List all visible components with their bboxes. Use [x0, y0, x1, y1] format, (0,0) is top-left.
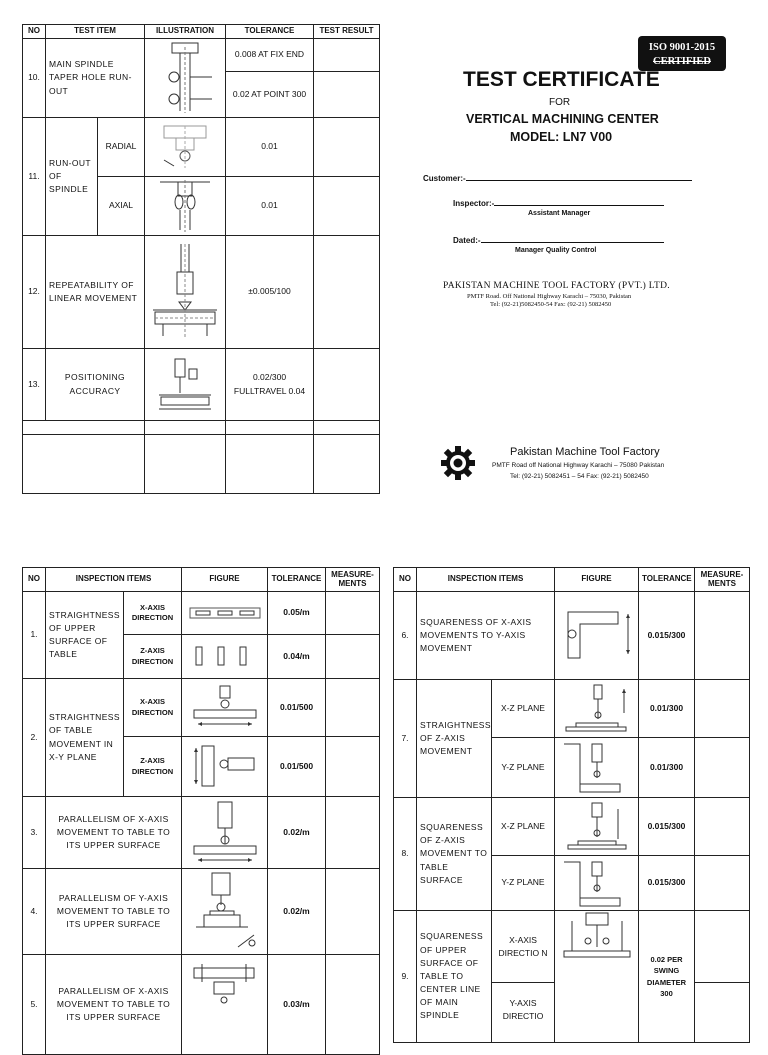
tolerance-repeatability: ±0.005/100	[226, 236, 314, 349]
test-result-cell[interactable]	[314, 349, 380, 421]
certificate-title: TEST CERTIFICATE	[463, 68, 660, 91]
inspector-label: Inspector:-	[453, 199, 495, 208]
sub-item-z-axis: Z-AXIS DIRECTION	[124, 635, 182, 679]
footer-company-name: Pakistan Machine Tool Factory	[510, 446, 660, 458]
tolerance: 0.02 PER SWING DIAMETER 300	[639, 911, 695, 1043]
machine-model: MODEL: LN7 V00	[510, 130, 613, 144]
positioning-figure	[155, 355, 215, 415]
squareness-yz-figure	[558, 858, 636, 908]
figure-parallelism-y	[182, 869, 268, 955]
figure-straightness-xz	[555, 680, 639, 738]
sub-item-z-axis: Z-AXIS DIRECTION	[124, 737, 182, 797]
tolerance-z-axis: 0.04/m	[268, 635, 326, 679]
axial-runout-figure	[150, 178, 220, 234]
header-figure: FIGURE	[555, 568, 639, 592]
parallelism-x2-figure	[188, 960, 262, 1050]
empty-cell	[314, 421, 380, 435]
inspection-item: PARALLELISM OF X-AXIS MOVEMENT TO TABLE TO ITS UPPER SURFACE	[46, 955, 182, 1055]
figure-table-xy-x	[182, 679, 268, 737]
radial-runout-figure	[150, 122, 220, 172]
company-address: PMTF Road. Off National Highway Karachi – 75030, Pakistan	[467, 293, 632, 300]
inspection-item: PARALLELISM OF Y-AXIS MOVEMENT TO TABLE TO ITS UPPER SURFACE	[46, 869, 182, 955]
sub-item-yz-plane: Y-Z PLANE	[492, 738, 555, 798]
tolerance-xz-plane: 0.015/300	[639, 798, 695, 856]
header-test-item: TEST ITEM	[46, 25, 145, 39]
inspection-item: STRAIGHTNESS OF TABLE MOVEMENT IN X-Y PLANE	[46, 679, 124, 797]
header-no: NO	[23, 25, 46, 39]
illustration-radial	[145, 118, 226, 177]
row-number: 2.	[23, 679, 46, 797]
header-no: NO	[23, 568, 46, 592]
measurement-cell[interactable]	[695, 983, 750, 1043]
dated-role: Manager Quality Control	[515, 247, 597, 254]
row-number: 10.	[23, 39, 46, 118]
tolerance: 0.02/m	[268, 797, 326, 869]
customer-input-line[interactable]	[466, 172, 692, 181]
header-tolerance: TOLERANCE	[268, 568, 326, 592]
sub-item-x-axis: X-AXIS DIRECTION	[124, 679, 182, 737]
sub-item-xz-plane: X-Z PLANE	[492, 798, 555, 856]
measurement-cell[interactable]	[695, 680, 750, 738]
iso-standard: ISO 9001-2015	[648, 42, 716, 53]
tolerance-radial: 0.01	[226, 118, 314, 177]
row-number: 4.	[23, 869, 46, 955]
measurement-cell[interactable]	[695, 592, 750, 680]
table-row	[23, 118, 380, 177]
table-row	[23, 869, 380, 955]
footer-phone: Tel: (92-21) 5082451 – 54 Fax: (92-21) 5082450	[510, 473, 649, 480]
header-no: NO	[394, 568, 417, 592]
top-test-table	[22, 24, 380, 494]
inspection-item: SQUARENESS OF X-AXIS MOVEMENTS TO Y-AXIS MOVEMENT	[417, 592, 555, 680]
sub-item-axial: AXIAL	[98, 177, 145, 236]
tolerance: 0.015/300	[639, 592, 695, 680]
table-row	[394, 592, 750, 680]
inspection-item: PARALLELISM OF X-AXIS MOVEMENT TO TABLE TO ITS UPPER SURFACE	[46, 797, 182, 869]
measurement-cell[interactable]	[326, 955, 380, 1055]
table-row	[394, 911, 750, 983]
figure-squareness-yz	[555, 856, 639, 911]
table-row	[394, 798, 750, 856]
figure-straightness-x	[182, 592, 268, 635]
sub-item-xz-plane: X-Z PLANE	[492, 680, 555, 738]
test-result-cell[interactable]	[314, 39, 380, 72]
test-result-cell[interactable]	[314, 72, 380, 118]
tolerance-fix-end: 0.008 AT FIX END	[226, 39, 314, 72]
empty-cell	[23, 421, 145, 435]
tolerance: 0.03/m	[268, 955, 326, 1055]
header-measurements: MEASURE-MENTS	[326, 568, 380, 592]
test-result-cell[interactable]	[314, 177, 380, 236]
squareness-xz-figure	[558, 801, 636, 853]
tolerance: 0.02/m	[268, 869, 326, 955]
tolerance-positioning: 0.02/300 FULLTRAVEL 0.04	[226, 349, 314, 421]
tolerance-xz-plane: 0.01/300	[639, 680, 695, 738]
sub-item-radial: RADIAL	[98, 118, 145, 177]
spindle-runout-figure	[150, 41, 220, 115]
measurement-cell[interactable]	[326, 869, 380, 955]
test-item: RUN-OUT OF SPINDLE	[46, 118, 98, 236]
table-row	[23, 39, 380, 72]
sub-item-yz-plane: Y-Z PLANE	[492, 856, 555, 911]
squareness-spindle-figure	[558, 911, 636, 971]
measurement-cell[interactable]	[695, 856, 750, 911]
empty-cell	[226, 421, 314, 435]
inspector-field	[453, 197, 664, 208]
table-row	[23, 955, 380, 1055]
measurement-cell[interactable]	[326, 679, 380, 737]
figure-parallelism-x-2	[182, 955, 268, 1055]
straightness-xz-figure	[558, 683, 636, 735]
inspector-role: Assistant Manager	[528, 210, 591, 217]
parallelism-y-figure	[188, 871, 262, 953]
row-number: 6.	[394, 592, 417, 680]
row-number: 1.	[23, 592, 46, 679]
row-number: 7.	[394, 680, 417, 798]
inspection-item: STRAIGHTNESS OF UPPER SURFACE OF TABLE	[46, 592, 124, 679]
table-row	[394, 680, 750, 738]
tolerance-x-axis: 0.05/m	[268, 592, 326, 635]
tolerance-axial: 0.01	[226, 177, 314, 236]
figure-straightness-yz	[555, 738, 639, 798]
machine-name: VERTICAL MACHINING CENTER	[466, 112, 659, 126]
tolerance-yz-plane: 0.015/300	[639, 856, 695, 911]
header-tolerance: TOLERANCE	[639, 568, 695, 592]
table-movement-z-figure	[188, 742, 262, 792]
header-tolerance: TOLERANCE	[226, 25, 314, 39]
empty-cell	[145, 421, 226, 435]
figure-squareness-table-spindle	[555, 911, 639, 1043]
sub-item-x-axis: X-AXIS DIRECTION	[124, 592, 182, 635]
header-measurements: MEASURE-MENTS	[695, 568, 750, 592]
measurement-cell[interactable]	[695, 911, 750, 983]
illustration-axial	[145, 177, 226, 236]
header-inspection-items: INSPECTION ITEMS	[417, 568, 555, 592]
figure-squareness-xy	[555, 592, 639, 680]
table-row	[23, 592, 380, 635]
customer-field	[423, 172, 692, 183]
parallelism-x-figure	[188, 800, 262, 866]
measurement-cell[interactable]	[326, 592, 380, 635]
measurement-cell[interactable]	[326, 635, 380, 679]
sub-item-y-axis: Y-AXIS DIRECTIO	[492, 983, 555, 1043]
dated-field	[453, 234, 664, 245]
right-inspection-table	[393, 567, 750, 1043]
empty-cell	[314, 435, 380, 494]
inspection-item: SQUARENESS OF Z-AXIS MOVEMENT TO TABLE SURFACE	[417, 798, 492, 911]
repeatability-figure	[149, 242, 221, 342]
table-movement-x-figure	[188, 684, 262, 732]
header-figure: FIGURE	[182, 568, 268, 592]
company-phone: Tel: (92-21)5082450-54 Fax: (92-21) 5082450	[490, 301, 612, 308]
header-inspection-items: INSPECTION ITEMS	[46, 568, 182, 592]
figure-squareness-xz	[555, 798, 639, 856]
measurement-cell[interactable]	[326, 737, 380, 797]
iso-certified: CERTIFIED	[653, 55, 711, 67]
inspection-item: STRAIGHTNESS OF Z-AXIS MOVEMENT	[417, 680, 492, 798]
dated-label: Dated:-	[453, 236, 481, 245]
test-item: POSITIONING ACCURACY	[46, 349, 145, 421]
empty-cell	[23, 435, 145, 494]
row-number: 13.	[23, 349, 46, 421]
header-illustration: ILLUSTRATION	[145, 25, 226, 39]
figure-parallelism-x	[182, 797, 268, 869]
table-row	[23, 421, 380, 435]
footer-address: PMTF Road off National Highway Karachi – 75080 Pakistan	[492, 462, 665, 469]
table-row	[23, 797, 380, 869]
illustration-spindle-runout	[145, 39, 226, 118]
company-name: PAKISTAN MACHINE TOOL FACTORY (PVT.) LTD.	[443, 281, 670, 291]
illustration-positioning	[145, 349, 226, 421]
illustration-repeatability	[145, 236, 226, 349]
test-item: MAIN SPINDLE TAPER HOLE RUN-OUT	[46, 39, 145, 118]
iso-certification-badge	[638, 36, 726, 71]
table-row	[23, 679, 380, 737]
table-row	[23, 349, 380, 421]
tolerance-point-300: 0.02 AT POINT 300	[226, 72, 314, 118]
row-number: 3.	[23, 797, 46, 869]
row-number: 11.	[23, 118, 46, 236]
tolerance-yz-plane: 0.01/300	[639, 738, 695, 798]
tolerance-x-axis: 0.01/500	[268, 679, 326, 737]
test-item: REPEATABILITY OF LINEAR MOVEMENT	[46, 236, 145, 349]
for-label: FOR	[549, 97, 571, 108]
empty-cell	[145, 435, 226, 494]
test-result-cell[interactable]	[314, 118, 380, 177]
squareness-xy-figure	[558, 606, 636, 666]
measurement-cell[interactable]	[695, 798, 750, 856]
table-surface-x-figure	[188, 604, 262, 622]
header-test-result: TEST RESULT	[314, 25, 380, 39]
row-number: 12.	[23, 236, 46, 349]
left-inspection-table	[22, 567, 380, 1055]
dated-input-line[interactable]	[481, 234, 664, 243]
table-row	[23, 236, 380, 349]
gear-logo-icon	[441, 446, 475, 480]
table-row	[23, 435, 380, 494]
straightness-yz-figure	[558, 740, 636, 796]
row-number: 8.	[394, 798, 417, 911]
customer-label: Customer:-	[423, 174, 466, 183]
measurement-cell[interactable]	[326, 797, 380, 869]
table-surface-z-figure	[188, 645, 262, 669]
inspection-item: SQUARENESS OF UPPER SURFACE OF TABLE TO CENTER LINE OF MAIN SPINDLE	[417, 911, 492, 1043]
figure-straightness-z	[182, 635, 268, 679]
empty-cell	[226, 435, 314, 494]
measurement-cell[interactable]	[695, 738, 750, 798]
row-number: 5.	[23, 955, 46, 1055]
tolerance-z-axis: 0.01/500	[268, 737, 326, 797]
sub-item-x-axis: X-AXIS DIRECTIO N	[492, 911, 555, 983]
row-number: 9.	[394, 911, 417, 1043]
inspector-input-line[interactable]	[494, 197, 664, 206]
figure-table-xy-z	[182, 737, 268, 797]
test-result-cell[interactable]	[314, 236, 380, 349]
